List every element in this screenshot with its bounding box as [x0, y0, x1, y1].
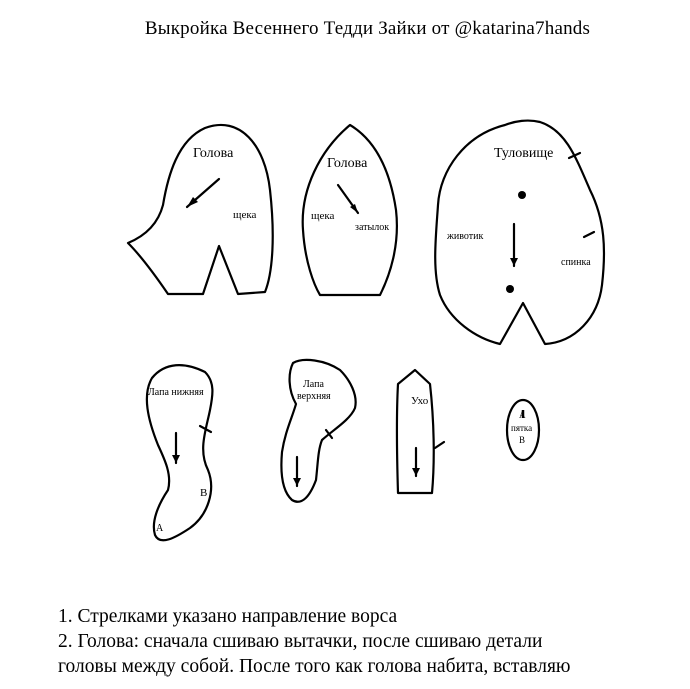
instructions	[58, 604, 688, 679]
leg-lower-mark-b: В	[200, 487, 208, 499]
pattern-title: Выкройка Весеннего Тедди Зайки от @katarina7hands	[144, 18, 591, 39]
leg-lower-arrowhead	[172, 455, 180, 463]
note-line-2: 2. Голова: сначала сшиваю вытачки, после сшиваю детали	[58, 631, 543, 652]
leg-upper-arrowhead	[293, 478, 301, 486]
head-side-name: Голова	[193, 146, 234, 161]
leg-upper-name-1: Лапа	[303, 379, 324, 390]
leg-lower-mark-a: А	[156, 523, 164, 534]
body-notch-side	[584, 232, 594, 237]
ear-arrowhead	[412, 468, 420, 476]
head-center-mark-left: щека	[311, 210, 335, 222]
body-mark-right: спинка	[561, 257, 591, 268]
heel-mark-a: А	[519, 410, 526, 420]
ear-name: Ухо	[411, 395, 429, 407]
note-line-3: головы между собой. После того как голова набита, вставляю	[58, 656, 571, 677]
note-line-1: 1. Стрелками указано направление ворса	[58, 606, 398, 627]
leg-lower-name: Лапа нижняя	[148, 387, 204, 398]
heel-name: пятка	[511, 423, 533, 433]
leg-upper-name-2: верхняя	[297, 391, 331, 402]
heel-mark-b: В	[519, 435, 526, 445]
body-arrowhead	[510, 258, 518, 266]
body-mark-left: животик	[447, 231, 484, 242]
head-side-mark: щека	[233, 209, 257, 221]
body-dot-bottom	[506, 285, 514, 293]
body-dot-top	[518, 191, 526, 199]
ear-notch	[435, 442, 444, 448]
body-name: Туловище	[494, 146, 554, 161]
head-center-mark-right: затылок	[355, 222, 390, 233]
head-center-name: Голова	[327, 156, 368, 171]
